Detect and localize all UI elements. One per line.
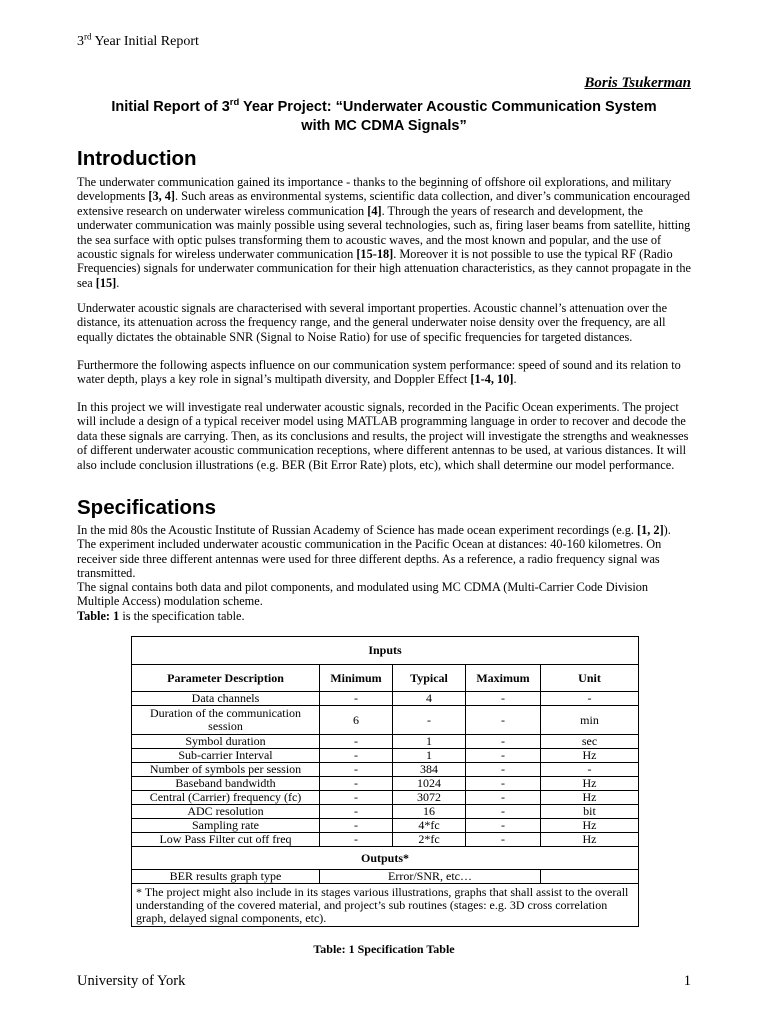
table-cell: Duration of the communication session [132, 706, 320, 735]
table-cell: 2*fc [393, 833, 466, 847]
intro-p3-text: . [513, 372, 517, 387]
table-row [132, 833, 639, 847]
table-row [132, 735, 639, 749]
table-cell: Data channels [132, 692, 320, 706]
citation: [3, 4] [148, 189, 176, 204]
table-cell: - [466, 749, 541, 763]
table-cell: - [320, 749, 393, 763]
citation: [4] [367, 203, 382, 218]
table-cell: 1 [393, 749, 466, 763]
table-row [132, 870, 639, 884]
intro-paragraph-3 [77, 358, 691, 387]
running-header [77, 31, 199, 50]
spec-p1-text: ). The experiment included underwater acoustic communication in the Pacific Ocean at distances: 40-160 kilometres. On receiver side three different antennas were used for three different depths. As a reference, a radio frequency signal was transmitted. [77, 523, 671, 581]
table-cell: - [466, 706, 541, 735]
table-cell: - [466, 777, 541, 791]
table-cell: Error/SNR, etc… [320, 870, 541, 884]
spec-paragraph-1 [77, 523, 691, 581]
citation: [1-4, 10] [470, 372, 514, 387]
table-cell: Hz [541, 833, 639, 847]
intro-paragraph-1 [77, 175, 691, 290]
table-caption: Table: 1 Specification Table [313, 942, 455, 956]
table-cell: 16 [393, 805, 466, 819]
intro-p1-text: . [116, 275, 120, 290]
specifications-heading: Specifications [77, 496, 216, 519]
title-part2: Year Project: “Underwater Acoustic Communication System [239, 99, 657, 115]
table-cell: - [320, 791, 393, 805]
table-cell: Symbol duration [132, 735, 320, 749]
table-cell: - [466, 763, 541, 777]
table-cell: - [466, 819, 541, 833]
table-cell: Hz [541, 749, 639, 763]
spec-p3-text: is the specification table. [119, 609, 245, 623]
table-cell: 6 [320, 706, 393, 735]
table-cell: Central (Carrier) frequency (fc) [132, 791, 320, 805]
table-cell: min [541, 706, 639, 735]
table-row [132, 692, 639, 706]
table-cell: - [320, 805, 393, 819]
table-cell: 4 [393, 692, 466, 706]
table-cell: Sub-carrier Interval [132, 749, 320, 763]
spec-p1-text: In the mid 80s the Acoustic Institute of Russian Academy of Science has made ocean experiment recordings (e.g. [77, 523, 638, 537]
column-header: Minimum [320, 665, 393, 692]
table-cell: Hz [541, 777, 639, 791]
table-cell: Sampling rate [132, 819, 320, 833]
table-cell: - [466, 791, 541, 805]
introduction-heading: Introduction [77, 147, 197, 170]
table-cell [541, 870, 639, 884]
intro-p1-text: . Moreover it is not possible to use the typical RF (Radio Frequencies) signals for underwater communication for their high attenuation characteristics, as they cannot propagate in the sea [77, 247, 691, 290]
table-cell: - [541, 763, 639, 777]
report-title [77, 98, 691, 136]
table-cell: - [320, 819, 393, 833]
table-cell: 1 [393, 735, 466, 749]
table-reference: Table: 1 [77, 609, 120, 623]
intro-p1-text: The underwater communication gained its importance - thanks to the beginning of offshore oil explorations, and military developments [77, 175, 672, 204]
intro-p1-text: . Through the years of research and development, the underwater communication was mainly possible using several technologies, such as, firing laser beams from satellite, hitting the sea surface with optic pulses transforming them to acoustic waves, and the most known and popular, and the use of acoustic signals for wireless underwater communication [77, 203, 691, 262]
intro-paragraph-4: In this project we will investigate real underwater acoustic signals, recorded in the Pacific Ocean experiments. The project will include a design of a typical receiver model using MATLAB programming language in order to recover and decode the data these signals are carrying. Then, as its conclusions and results, the project will investigate the strengths and weaknesses of different underwater acoustic communication receptions, where different antennas to be used, at various distances. It will also include conclusion illustrations (e.g. BER (Bit Error Rate) plots, etc), which shall determine our model performance. [77, 400, 689, 472]
header-sup: rd [84, 31, 92, 42]
table-cell: - [466, 805, 541, 819]
column-header: Unit [541, 665, 639, 692]
inputs-section-header: Inputs [132, 637, 639, 665]
table-row [132, 805, 639, 819]
title-line2: with MC CDMA Signals” [301, 118, 467, 134]
column-header: Maximum [466, 665, 541, 692]
citation: [15-18] [356, 247, 394, 262]
table-cell: - [393, 706, 466, 735]
column-header: Typical [393, 665, 466, 692]
table-cell: 384 [393, 763, 466, 777]
footer-university: University of York [77, 973, 186, 989]
table-cell: 3072 [393, 791, 466, 805]
table-row [132, 706, 639, 735]
citation: [15] [95, 275, 117, 290]
table-row [132, 763, 639, 777]
table-cell: Hz [541, 791, 639, 805]
outputs-section-header: Outputs* [132, 847, 639, 870]
table-cell: sec [541, 735, 639, 749]
table-cell: - [320, 692, 393, 706]
table-cell: 4*fc [393, 819, 466, 833]
table-cell: - [541, 692, 639, 706]
header-suffix: Year Initial Report [91, 34, 199, 49]
table-footnote: * The project might also include in its stages various illustrations, graphs that shall assist to the overall understanding of the covered material, and project’s sub routines (stages: e.g. 3D cross correlation graph, delayed signal components, etc). [132, 884, 639, 927]
table-cell: - [320, 763, 393, 777]
header-prefix: 3 [77, 34, 84, 49]
table-cell: - [466, 735, 541, 749]
table-cell: - [320, 833, 393, 847]
intro-paragraph-2: Underwater acoustic signals are characterised with several important properties. Acoustic channel’s attenuation over the distance, its attenuation across the frequency range, and the general underwater noise density over the frequency, are all equally dictates the obtainable SNR (Signal to Noise Ratio) for use of specific frequencies for targeted distances. [77, 301, 668, 344]
table-cell: Baseband bandwidth [132, 777, 320, 791]
table-cell: ADC resolution [132, 805, 320, 819]
table-cell: bit [541, 805, 639, 819]
author-name: Boris Tsukerman [584, 75, 691, 91]
table-cell: - [320, 777, 393, 791]
table-cell: Low Pass Filter cut off freq [132, 833, 320, 847]
table-cell: - [466, 833, 541, 847]
table-row [132, 791, 639, 805]
spec-paragraph-3 [77, 609, 691, 623]
title-part1: Initial Report of 3 [111, 99, 230, 115]
table-row [132, 777, 639, 791]
intro-p3-text: Furthermore the following aspects influence on our communication system performance: speed of sound and its relation to water depth, plays a key role in signal’s multipath diversity, and Doppler Effect [77, 358, 681, 387]
table-cell: - [466, 692, 541, 706]
table-row [132, 819, 639, 833]
table-cell: - [320, 735, 393, 749]
table-cell: BER results graph type [132, 870, 320, 884]
table-cell: Number of symbols per session [132, 763, 320, 777]
intro-p1-text: . Such areas as environmental systems, scientific data collection, and diver’s communication encouraged extensive research on underwater wireless communication [77, 189, 691, 218]
page-number: 1 [683, 973, 691, 989]
citation: [1, 2] [637, 523, 664, 537]
title-sup: rd [229, 96, 240, 108]
table-cell: Hz [541, 819, 639, 833]
specification-table [131, 636, 639, 927]
table-row [132, 749, 639, 763]
column-header: Parameter Description [132, 665, 320, 692]
spec-paragraph-2: The signal contains both data and pilot components, and modulated using MC CDMA (Multi-Carrier Code Division Multiple Access) modulation scheme. [77, 580, 649, 609]
table-cell: 1024 [393, 777, 466, 791]
